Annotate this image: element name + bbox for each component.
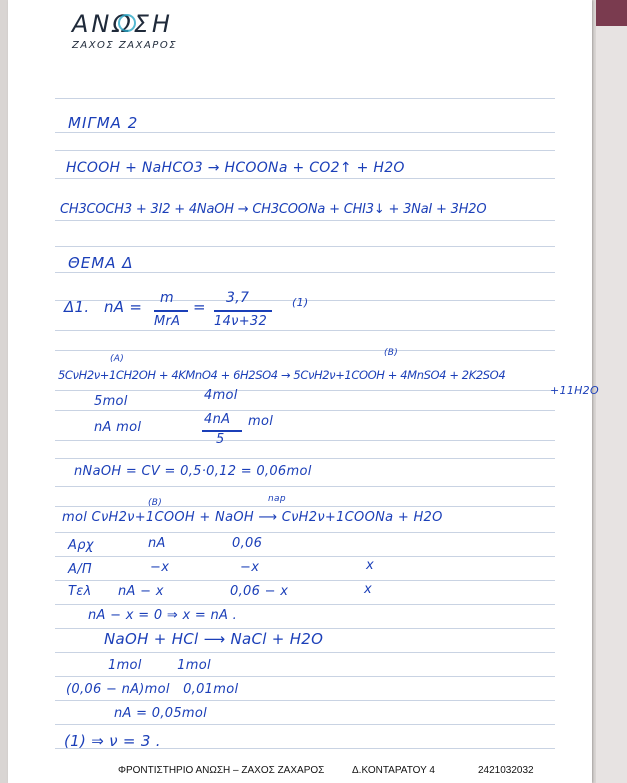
hcl-mol: 1mol 1mol (108, 658, 211, 673)
mol-4na-den: 5 (216, 432, 225, 447)
ruled-line (55, 556, 555, 557)
ruled-line (55, 486, 555, 487)
reaction-iodoform: CH3COCH3 + 3I2 + 4NaOH → CH3COONa + CHI3↓ + 3NaI + 3H2O (60, 202, 487, 217)
heading-mixture: ΜΙΓΜΑ 2 (68, 114, 139, 132)
d1-m: m (160, 290, 174, 306)
ruled-line (55, 724, 555, 725)
ruled-line (55, 532, 555, 533)
aip-3: x (366, 558, 374, 573)
d1-eq: = (193, 298, 206, 316)
ruled-line (55, 350, 555, 351)
equation-x: nA − x = 0 ⇒ x = nA . (88, 608, 238, 623)
ruled-line (55, 628, 555, 629)
ruled-line (55, 440, 555, 441)
heading-theme-d: ΘΕΜΑ Δ (68, 254, 134, 272)
ruled-line (55, 178, 555, 179)
naoh-moles: nNaOH = CV = 0,5·0,12 = 0,06mol (74, 464, 312, 479)
scan-corner (596, 0, 627, 26)
footer-school: ΦΡΟΝΤΙΣΤΗΡΙΟ ΑΝΩΣΗ – ΖΑΧΟΣ ΖΑΧΑΡΟΣ (118, 765, 325, 776)
hcl-values: (0,06 − nA)mol 0,01mol (66, 682, 239, 697)
logo-atom-icon (118, 14, 136, 32)
fraction-line (214, 310, 272, 312)
fraction-line (154, 310, 188, 312)
label-b: (B) (384, 348, 399, 358)
reaction-hcl: NaOH + HCl ⟶ NaCl + H2O (104, 630, 324, 648)
ruled-line (55, 458, 555, 459)
logo-subtitle: ΖΑΧΟΣ ΖΑΧΑΡΟΣ (72, 40, 178, 51)
row-arx: Αρχ (68, 538, 94, 553)
mol-4: 4mol (204, 388, 238, 403)
ruled-line (55, 604, 555, 605)
reaction-formic: HCOOH + NaHCO3 → HCOONa + CO2↑ + H2O (66, 160, 405, 176)
footer-phone: 2421032032 (478, 765, 534, 776)
na-value: nA = 0,05mol (114, 706, 208, 721)
tel-1: nA − x (118, 584, 164, 599)
logo-title: ΑΝΩΣΗ (72, 10, 173, 38)
row-tel: Τελ (68, 584, 92, 599)
ruled-line (55, 150, 555, 151)
ruled-line (55, 676, 555, 677)
d1-na: nA = (104, 298, 143, 316)
label-a: (A) (110, 354, 125, 364)
scan-edge (596, 0, 627, 783)
ruled-line (55, 700, 555, 701)
d1-tag: (1) (292, 296, 309, 309)
final-result: (1) ⇒ ν = 3 . (64, 732, 161, 750)
mol-5: 5mol (94, 394, 128, 409)
ruled-line (55, 652, 555, 653)
ruled-line (55, 272, 555, 273)
aip-1: −x (150, 560, 170, 575)
label-nap: nap (268, 494, 286, 504)
d1-numerator: 3,7 (226, 290, 250, 306)
ruled-line (55, 390, 555, 391)
mol-4na-unit: mol (248, 414, 274, 429)
ruled-line (55, 246, 555, 247)
tel-2: 0,06 − x (230, 584, 289, 599)
ruled-line (55, 506, 555, 507)
mol-na: nA mol (94, 420, 142, 435)
footer-address: Δ.ΚΟΝΤΑΡΑΤΟΥ 4 (352, 765, 435, 776)
d1-mr: MrA (154, 314, 181, 329)
tel-3: x (364, 582, 372, 597)
aip-2: −x (240, 560, 260, 575)
ruled-line (55, 580, 555, 581)
row-aip: Α/Π (68, 562, 92, 577)
ruled-line (55, 410, 555, 411)
reaction-neutralization: mol CνH2ν+1COOH + NaOH ⟶ CνH2ν+1COONa + H2O (62, 510, 443, 525)
ruled-line (55, 330, 555, 331)
arx-na: nA (148, 536, 166, 551)
reaction-oxidation: 5CνH2ν+1CH2OH + 4KMnO4 + 6H2SO4 → 5CνH2ν+1COOH + 4MnSO4 + 2K2SO4 (58, 368, 506, 382)
reaction-oxidation-cont: +11H2O (550, 384, 599, 397)
d1-denominator: 14ν+32 (214, 314, 268, 329)
mol-4na: 4nA (204, 412, 231, 427)
arx-naoh: 0,06 (232, 536, 263, 551)
label-b2: (B) (148, 498, 163, 508)
d1-label: Δ1. (64, 298, 90, 316)
ruled-line (55, 98, 555, 99)
ruled-line (55, 132, 555, 133)
ruled-line (55, 220, 555, 221)
